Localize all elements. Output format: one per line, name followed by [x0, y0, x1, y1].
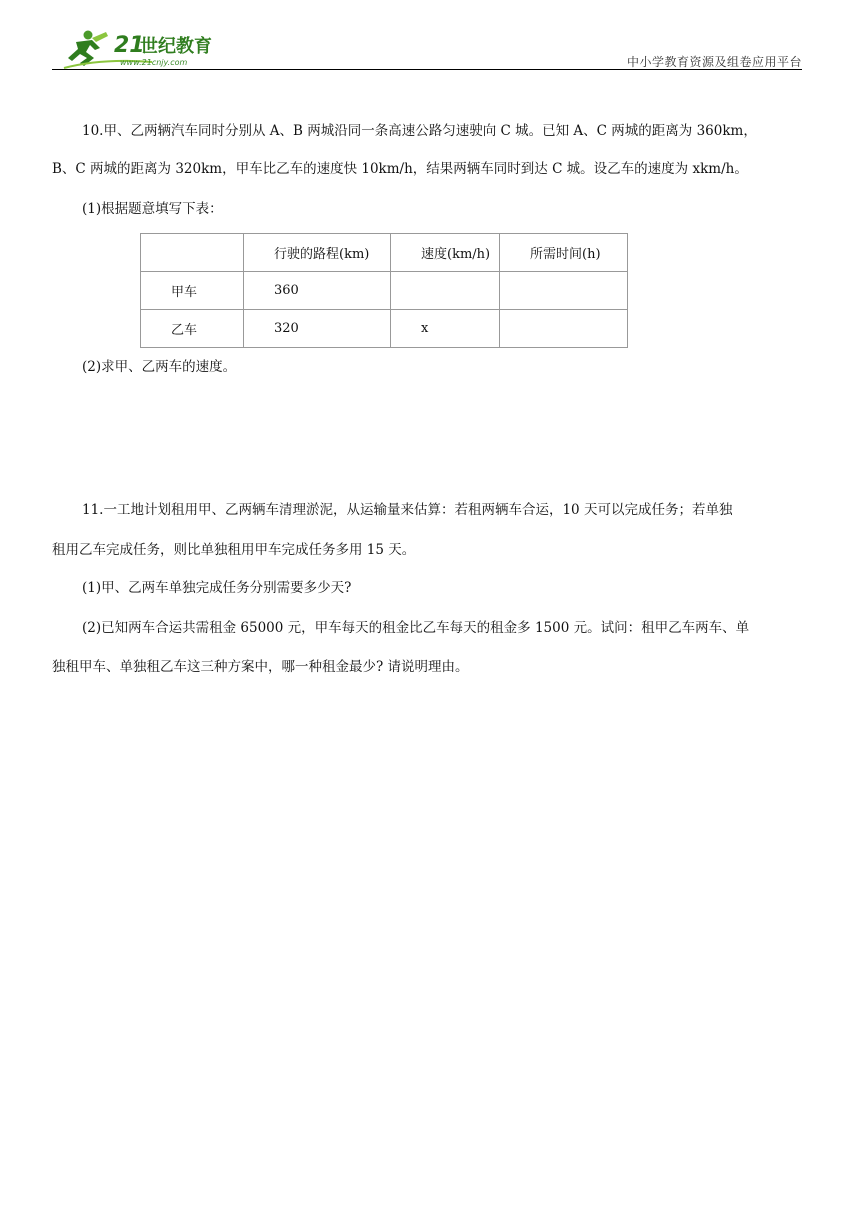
- table-header-cell: 所需时间(h): [500, 234, 628, 272]
- table-header-cell: 速度(km/h): [391, 234, 500, 272]
- table-cell: 甲车: [141, 272, 244, 310]
- table-cell: 360: [244, 272, 391, 310]
- table-cell: [500, 310, 628, 348]
- svg-text:www.21cnjy.com: www.21cnjy.com: [120, 58, 188, 67]
- table-cell: 320: [244, 310, 391, 348]
- svg-text:世纪教育: 世纪教育: [140, 36, 212, 57]
- q11-sub2-line2: 独租甲车、单独租乙车这三种方案中，哪一种租金最少? 请说明理由。: [52, 659, 469, 675]
- page-header: [52, 28, 802, 70]
- q10-line2: B、C 两城的距离为 320km，甲车比乙车的速度快 10km/h，结果两辆车同时到达 C 城。设乙车的速度为 xkm/h。: [52, 161, 748, 177]
- q10-table: [140, 233, 628, 348]
- q10-sub2: (2)求甲、乙两车的速度。: [82, 359, 237, 375]
- table-cell: [391, 272, 500, 310]
- platform-name: 中小学教育资源及组卷应用平台: [626, 55, 802, 69]
- logo: [62, 28, 242, 70]
- q11-line1: 11.一工地计划租用甲、乙两辆车清理淤泥，从运输量来估算：若租两辆车合运，10 天可以完成任务；若单独: [82, 502, 733, 518]
- table-row: [141, 272, 628, 310]
- table-header-cell: 行驶的路程(km): [244, 234, 391, 272]
- q11-line2: 租用乙车完成任务，则比单独租用甲车完成任务多用 15 天。: [52, 542, 416, 558]
- q10-sub1: (1)根据题意填写下表：: [82, 201, 223, 217]
- q11-sub1: (1)甲、乙两车单独完成任务分别需要多少天?: [82, 580, 352, 596]
- q11-sub2-line1: (2)已知两车合运共需租金 65000 元，甲车每天的租金比乙车每天的租金多 1500 元。试问：租甲乙车两车、单: [82, 620, 750, 636]
- svg-text:21: 21: [114, 33, 145, 58]
- table-cell: 乙车: [141, 310, 244, 348]
- table-cell: x: [391, 310, 500, 348]
- q10-line1: 10.甲、乙两辆汽车同时分别从 A、B 两城沿同一条高速公路匀速驶向 C 城。已知 A、C 两城的距离为 360km，: [82, 123, 757, 139]
- logo-runner-icon: [62, 28, 242, 70]
- table-row: [141, 310, 628, 348]
- table-header-cell: [141, 234, 244, 272]
- header-divider: [52, 69, 802, 70]
- table-cell: [500, 272, 628, 310]
- table-header-row: [141, 234, 628, 272]
